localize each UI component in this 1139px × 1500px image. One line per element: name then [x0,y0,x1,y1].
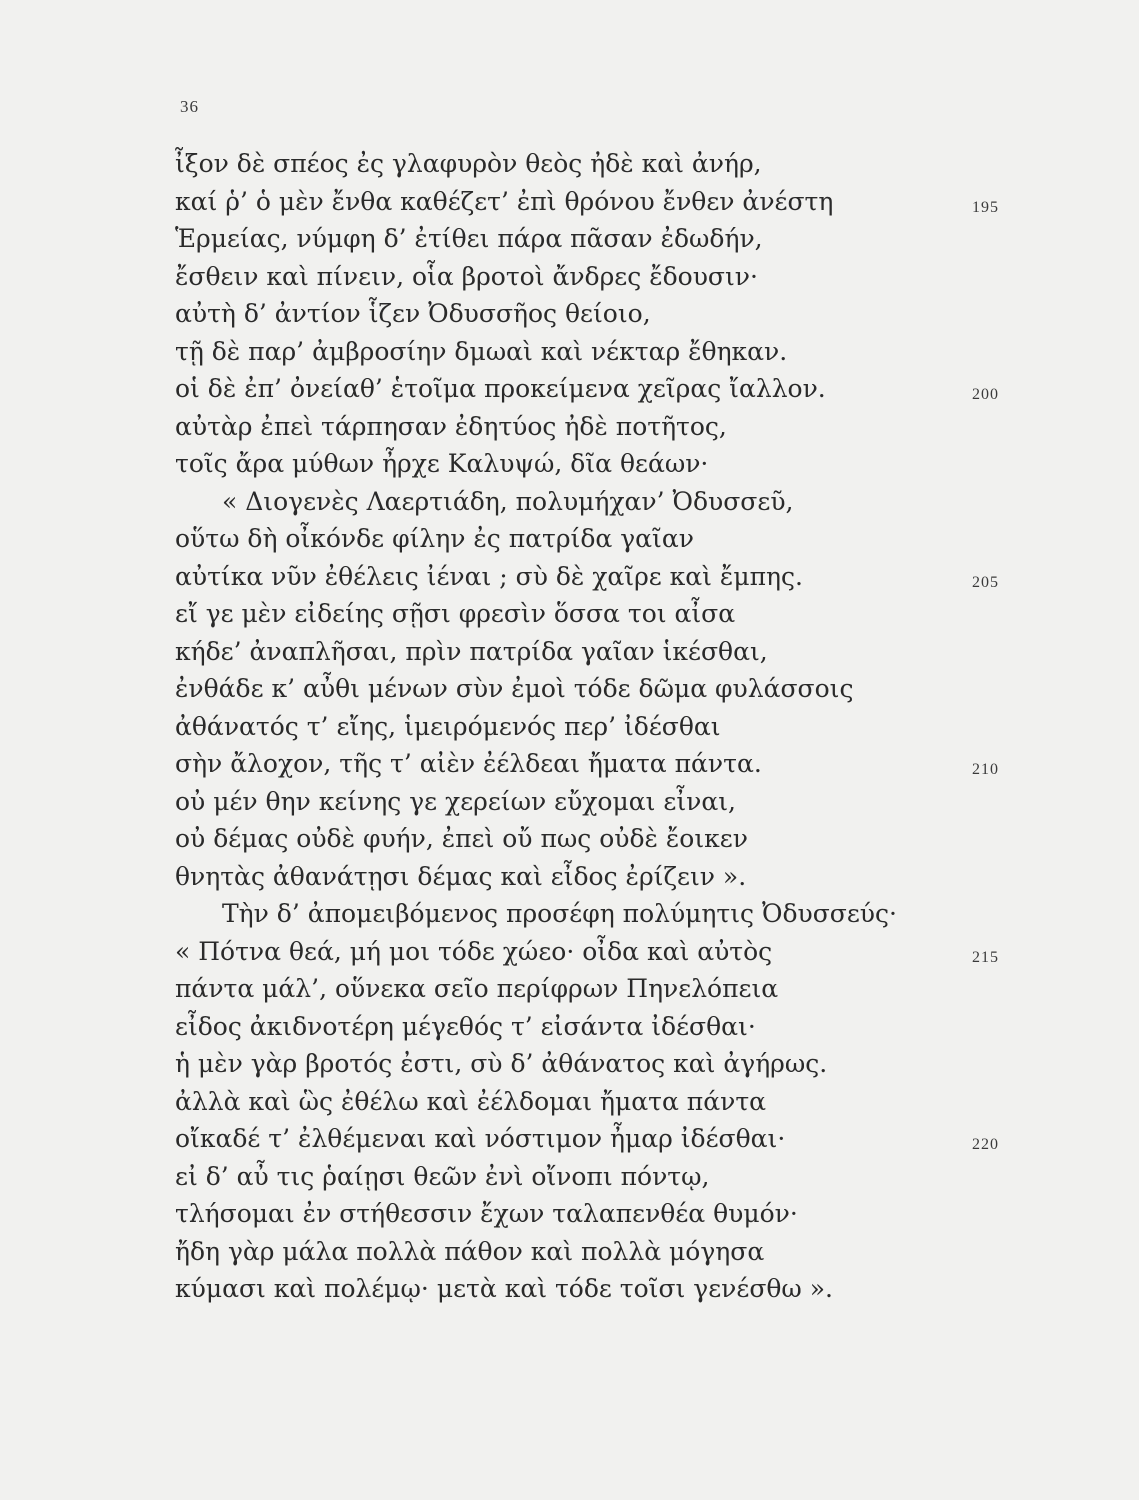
verse-text: ἶξον δὲ σπέος ἐς γλαφυρὸν θεὸς ἠδὲ καὶ ἀνήρ, [175,149,762,178]
verse-text: τλήσομαι ἐν στήθεσσιν ἔχων ταλαπενθέα θυμόν· [175,1199,798,1228]
verse-text: ἀλλὰ καὶ ὣς ἐθέλω καὶ ἐέλδομαι ἤματα πάντα [175,1086,767,1116]
verse-line [175,1008,1035,1046]
verse-line [175,1233,1035,1271]
verse-line [175,1270,1035,1308]
verse-text: θνητὰς ἀθανάτῃσι δέμας καὶ εἶδος ἐρίζειν ». [175,861,747,891]
verse-line [175,558,1035,596]
verse-text: οὐ μέν θην κείνης γε χερείων εὔχομαι εἶναι, [175,786,736,816]
verse-text: ἐνθάδε κ’ αὖθι μένων σὺν ἐμοὶ τόδε δῶμα φυλάσσοις [175,674,854,703]
verse-line [175,970,1035,1008]
verse-text: ἡ μὲν γὰρ βροτός ἐστι, σὺ δ’ ἀθάνατος καὶ ἀγήρως. [175,1049,828,1078]
verse-line [175,745,1035,783]
line-number: 220 [972,1136,999,1153]
verse-text: τοῖς ἄρα μύθων ἦρχε Καλυψώ, δῖα θεάων· [175,449,709,478]
verse-line [175,445,1035,483]
verse-line [175,258,1035,296]
verse-line [175,895,1035,933]
verse-text: « Διογενὲς Λαερτιάδη, πολυμήχαν’ Ὀδυσσεῦ, [222,486,794,516]
line-number: 210 [972,761,999,778]
verse-line [175,1083,1035,1121]
verse-line [175,858,1035,896]
verse-text: Τὴν δ’ ἀπομειβόμενος προσέφη πολύμητις Ὀδυσσεύς· [222,899,897,928]
poem-text [175,145,1035,1308]
verse-text: οἱ δὲ ἐπ’ ὀνείαθ’ ἑτοῖμα προκείμενα χεῖρας ἴαλλον. [175,374,826,403]
verse-line [175,670,1035,708]
verse-line [175,333,1035,371]
verse-text: Ἑρμείας, νύμφη δ’ ἐτίθει πάρα πᾶσαν ἐδωδήν, [175,224,763,253]
verse-line [175,1120,1035,1158]
verse-text: εἰ δ’ αὖ τις ῥαίῃσι θεῶν ἐνὶ οἴνοπι πόντῳ, [175,1161,710,1191]
verse-text: ἀθάνατός τ’ εἴης, ἱμειρόμενός περ’ ἰδέσθαι [175,711,721,741]
verse-line [175,145,1035,183]
line-number: 200 [972,386,999,403]
verse-text: οἴκαδέ τ’ ἐλθέμεναι καὶ νόστιμον ἦμαρ ἰδέσθαι· [175,1124,786,1153]
verse-line [175,295,1035,333]
verse-text: καί ῥ’ ὁ μὲν ἔνθα καθέζετ’ ἐπὶ θρόνου ἔνθεν ἀνέστη [175,186,834,216]
verse-line [175,820,1035,858]
verse-text: ἔσθειν καὶ πίνειν, οἷα βροτοὶ ἄνδρες ἔδουσιν· [175,261,758,291]
verse-line [175,520,1035,558]
verse-line [175,183,1035,221]
verse-line [175,370,1035,408]
line-number: 215 [972,948,999,966]
verse-line [175,633,1035,671]
verse-line [175,408,1035,446]
verse-line [175,1195,1035,1233]
verse-text: αὐτὰρ ἐπεὶ τάρπησαν ἐδητύος ἠδὲ ποτῆτος, [175,411,727,441]
verse-text: ἤδη γὰρ μάλα πολλὰ πάθον καὶ πολλὰ μόγησα [175,1236,765,1266]
verse-line [175,483,1035,521]
verse-text: σὴν ἄλοχον, τῆς τ’ αἰὲν ἐέλδεαι ἤματα πάντα. [175,749,762,778]
verse-text: τῇ δὲ παρ’ ἀμβροσίην δμωαὶ καὶ νέκταρ ἔθηκαν. [175,336,788,366]
verse-text: αὐτίκα νῦν ἐθέλεις ἰέναι ; σὺ δὲ χαῖρε καὶ ἔμπης. [175,561,803,591]
verse-text: « Πότνα θεά, μή μοι τόδε χώεο· οἶδα καὶ αὐτὸς [175,936,773,966]
verse-text: κήδε’ ἀναπλῆσαι, πρὶν πατρίδα γαῖαν ἱκέσθαι, [175,636,768,666]
verse-line [175,595,1035,633]
verse-text: οὐ δέμας οὐδὲ φυήν, ἐπεὶ οὔ πως οὐδὲ ἔοικεν [175,824,748,853]
verse-line [175,1045,1035,1083]
verse-line [175,783,1035,821]
verse-line [175,708,1035,746]
verse-text: εἴ γε μὲν εἰδείης σῇσι φρεσὶν ὅσσα τοι αἶσα [175,599,736,628]
verse-line [175,1158,1035,1196]
line-number: 195 [972,198,999,216]
verse-text: εἶδος ἀκιδνοτέρη μέγεθός τ’ εἰσάντα ἰδέσθαι· [175,1011,756,1041]
verse-line [175,220,1035,258]
line-number: 205 [972,573,999,591]
verse-text: οὕτω δὴ οἶκόνδε φίλην ἐς πατρίδα γαῖαν [175,524,694,553]
verse-text: πάντα μάλ’, οὕνεκα σεῖο περίφρων Πηνελόπεια [175,974,779,1003]
page-number: 36 [180,97,199,116]
verse-line [175,933,1035,971]
verse-text: κύμασι καὶ πολέμῳ· μετὰ καὶ τόδε τοῖσι γενέσθω ». [175,1274,834,1303]
verse-text: αὐτὴ δ’ ἀντίον ἷζεν Ὀδυσσῆος θείοιο, [175,299,651,328]
